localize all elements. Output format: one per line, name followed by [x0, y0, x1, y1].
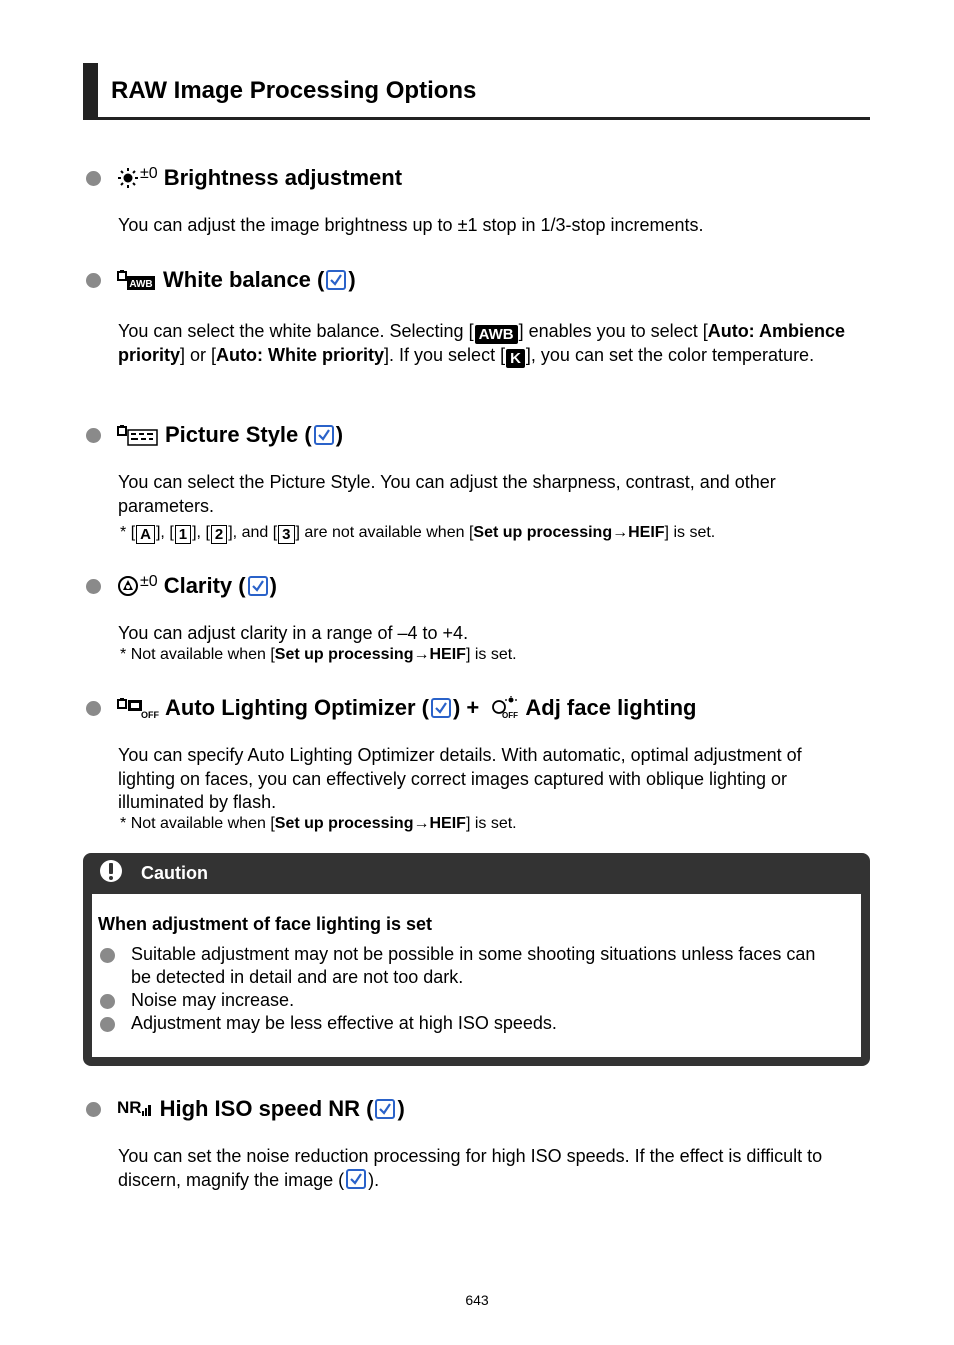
- bold-text: Auto: White priority: [216, 345, 385, 365]
- bold-text: Set up processing: [473, 524, 613, 541]
- caution-header: [83, 853, 870, 893]
- bullet-dot: [100, 1017, 115, 1032]
- camera-alo-icon: [117, 696, 159, 720]
- picture-style-note: [120, 523, 880, 544]
- page-number: 643: [465, 1292, 489, 1308]
- section-title: Brightness adjustment: [163, 165, 403, 190]
- list-item: [98, 943, 838, 989]
- text-span: ] is set.: [465, 815, 517, 832]
- brightness-icon: [117, 167, 158, 189]
- caution-icon: [99, 859, 123, 888]
- section-title-close: ): [397, 1096, 405, 1121]
- link-icon[interactable]: [326, 270, 346, 290]
- kelvin-icon: K: [506, 349, 525, 368]
- link-icon[interactable]: [314, 425, 334, 445]
- title-bar: [83, 63, 98, 120]
- bullet-dot: [86, 273, 101, 288]
- picture-style-auto-icon: A: [136, 525, 155, 544]
- arrow: →: [413, 646, 430, 663]
- note-star: *: [120, 815, 127, 832]
- section-title: Clarity (: [163, 573, 246, 598]
- section-title: Adj face lighting: [525, 695, 697, 720]
- bold-text: HEIF: [628, 524, 665, 541]
- section-clarity-heading: [86, 570, 277, 602]
- link-icon[interactable]: [248, 576, 268, 596]
- section-title-close: ): [348, 267, 356, 292]
- text-span: Not available when [: [130, 646, 275, 663]
- caution-subhead: When adjustment of face lighting is set: [98, 914, 433, 934]
- bullet-dot: [100, 994, 115, 1009]
- text-span: Not available when [: [130, 815, 275, 832]
- bullet-dot: [86, 1102, 101, 1117]
- bullet-dot: [86, 171, 101, 186]
- awb-icon: AWB: [475, 325, 518, 344]
- clarity-text: You can adjust clarity in a range of –4 to +4.: [118, 623, 469, 643]
- brightness-icon-value: ±0: [140, 165, 158, 182]
- page-title-text: RAW Image Processing Options: [111, 77, 477, 104]
- camera-awb-icon: [117, 268, 157, 292]
- alo-note: [120, 814, 880, 834]
- text-span: ] is set.: [465, 646, 517, 663]
- picture-style-user2-icon: 2: [211, 525, 227, 544]
- svg-text:OFF: OFF: [502, 711, 519, 720]
- text-span: ] are not available when [: [295, 524, 474, 541]
- clarity-icon-value: ±0: [140, 573, 158, 590]
- list-item-text: Noise may increase.: [131, 990, 295, 1010]
- text-span: ).: [368, 1169, 380, 1190]
- section-title: Auto Lighting Optimizer (: [165, 695, 429, 720]
- bullet-dot: [86, 579, 101, 594]
- high-iso-text: [118, 1145, 863, 1192]
- text-span: ] is set.: [664, 524, 716, 541]
- section-picture-style-heading: [86, 419, 343, 451]
- caution-list: [98, 943, 838, 1035]
- face-lighting-icon: [489, 696, 519, 720]
- brightness-text: You can adjust the image brightness up to ±1 stop in 1/3-stop increments.: [118, 215, 704, 235]
- text-span: ] enables you to select [: [518, 321, 708, 341]
- bold-text: HEIF: [429, 815, 466, 832]
- high-iso-nr-icon: [117, 1098, 152, 1117]
- list-item: [98, 989, 838, 1012]
- text-span: ], you can set the color temperature.: [525, 345, 815, 365]
- section-title: High ISO speed NR (: [159, 1096, 374, 1121]
- link-icon[interactable]: [375, 1099, 395, 1119]
- picture-style-user3-icon: 3: [278, 525, 294, 544]
- list-item: [98, 1012, 838, 1035]
- section-title-plus: ) +: [452, 695, 486, 720]
- section-title-close: ): [269, 573, 277, 598]
- note-star: *: [120, 524, 127, 541]
- text-span: ] or [: [180, 345, 217, 365]
- bold-text: Set up processing: [274, 815, 414, 832]
- text-span: ], [: [192, 524, 210, 541]
- clarity-icon: [117, 575, 158, 597]
- alo-text: You can specify Auto Lighting Optimizer details. With automatic, optimal adjustment of lighting on faces, you can effectively correct images captured with oblique lighting or illuminated by flash.: [118, 745, 802, 812]
- section-alo-heading: [86, 692, 697, 724]
- caution-label: Caution: [141, 862, 208, 883]
- list-item-text: Suitable adjustment may not be possible in some shooting situations unless faces can be detected in detail and are not too dark.: [131, 944, 816, 987]
- bullet-dot: [86, 701, 101, 716]
- bold-text: Auto: Ambience priority: [118, 321, 846, 365]
- white-balance-text: [118, 320, 863, 368]
- section-title: Picture Style (: [165, 422, 312, 447]
- section-title-close: ): [335, 422, 344, 447]
- link-icon[interactable]: [431, 698, 451, 718]
- section-white-balance-heading: [86, 264, 356, 296]
- picture-style-text: You can select the Picture Style. You can adjust the sharpness, contrast, and other parameters.: [118, 472, 776, 516]
- bullet-dot: [86, 428, 101, 443]
- text-span: ], and [: [228, 524, 278, 541]
- picture-style-user1-icon: 1: [175, 525, 191, 544]
- list-item-text: Adjustment may be less effective at high ISO speeds.: [131, 1013, 557, 1033]
- section-title: White balance (: [163, 267, 325, 292]
- bold-text: Set up processing: [274, 646, 414, 663]
- clarity-note: [120, 645, 880, 665]
- text-span: ], [: [155, 524, 174, 541]
- text-span: You can set the noise reduction processing for high ISO speeds. If the effect is difficult to discern, magnify the image (: [118, 1146, 823, 1190]
- section-high-iso-heading: [86, 1093, 405, 1125]
- svg-text:OFF: OFF: [141, 710, 159, 720]
- section-brightness-heading: [86, 162, 402, 194]
- arrow: →: [413, 815, 430, 832]
- arrow: →: [612, 524, 629, 541]
- text-span: [: [130, 524, 136, 541]
- bold-text: HEIF: [429, 646, 466, 663]
- text-span: You can select the white balance. Selecting [: [118, 321, 474, 341]
- caution-box: [83, 853, 870, 1066]
- page-title: [83, 63, 870, 120]
- camera-picture-style-icon: [117, 423, 159, 447]
- text-span: ]. If you select [: [384, 345, 506, 365]
- high-iso-nr-icon-text: NR: [117, 1098, 142, 1117]
- caution-body: [92, 894, 861, 1057]
- magnify-link-icon[interactable]: [346, 1169, 366, 1189]
- bullet-dot: [100, 948, 115, 963]
- svg-text:AWB: AWB: [129, 279, 153, 290]
- note-star: *: [120, 646, 127, 663]
